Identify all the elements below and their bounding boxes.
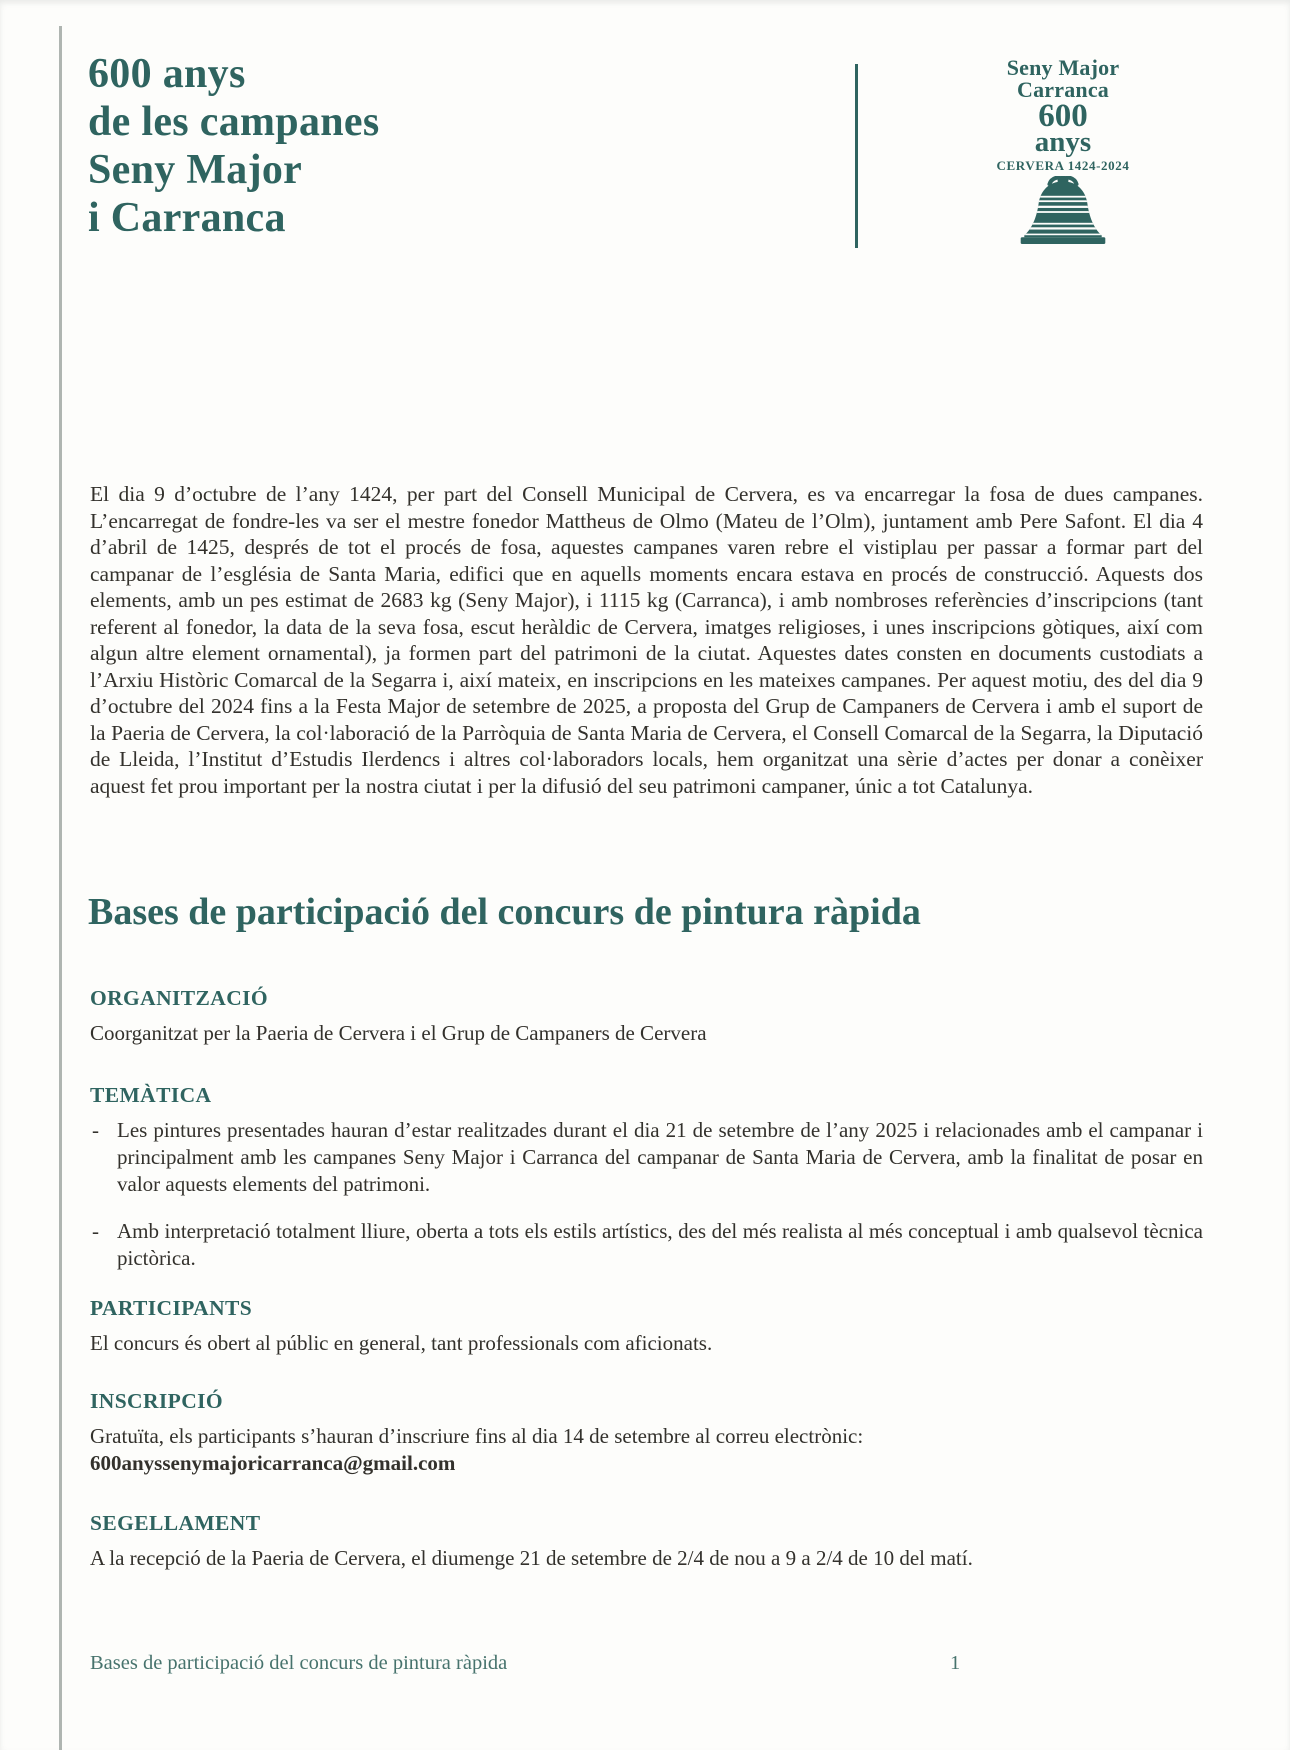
bullet-item-2 [90, 1218, 1203, 1272]
section-heading-inscripcio: INSCRIPCIÓ [90, 1389, 224, 1413]
section-heading-organitzacio: ORGANITZACIÓ [90, 986, 269, 1010]
section-segellament [90, 1509, 1203, 1572]
bullet-item-1 [90, 1117, 1203, 1198]
section-heading-participants: PARTICIPANTS [90, 1296, 253, 1320]
section-text-inscripcio: Gratuïta, els participants s’hauran d’inscriure fins al dia 14 de setembre al correu electrònic: [90, 1424, 864, 1448]
section-heading-tematica: TEMÀTICA [90, 1083, 212, 1107]
bell-icon [962, 176, 1164, 248]
footer-title: Bases de participació del concurs de pintura ràpida [90, 1652, 508, 1674]
logo-big-word: anys [1034, 126, 1092, 158]
header-divider [855, 64, 858, 248]
section-text-participants: El concurs és obert al públic en general, tant professionals com aficionats. [90, 1331, 713, 1355]
logo-name-line-1: Seny Major [1006, 55, 1120, 80]
section-participants [90, 1294, 1203, 1357]
page-edge-line [59, 26, 62, 1750]
section-heading-segellament: SEGELLAMENT [90, 1511, 261, 1535]
title-line-3: Seny Major [88, 147, 303, 193]
bullet-text-1: Les pintures presentades hauran d’estar realitzades durant el dia 21 de setembre de l’any 2025 i relacionades amb el campanar i principalment amb les campanes Seny Major i Carranca del campanar de Santa Maria de Cervera, amb la finalitat de posar en valor aquests elements del patrimoni. [117, 1118, 1203, 1196]
title-line-4: i Carranca [88, 195, 286, 241]
section-text-organitzacio: Coorganitzat per la Paeria de Cervera i el Grup de Campaners de Cervera [90, 1021, 707, 1045]
contact-email: 600anyssenymajoricarranca@gmail.com [90, 1451, 456, 1475]
title-line-1: 600 anys [88, 51, 246, 97]
page-number: 1 [950, 1652, 961, 1674]
title-line-2: de les campanes [88, 99, 380, 145]
document-title [88, 50, 380, 242]
logo-name-line-2: Carranca [1016, 77, 1110, 102]
rules-sections [90, 984, 1203, 1572]
logo-big-number: 600 [1038, 98, 1088, 134]
logo-subtitle: CERVERA 1424-2024 [996, 158, 1130, 173]
anniversary-logo [962, 57, 1164, 248]
main-heading: Bases de participació del concurs de pintura ràpida [88, 891, 921, 933]
section-inscripcio [90, 1387, 1203, 1477]
intro-paragraph: El dia 9 d’octubre de l’any 1424, per part del Consell Municipal de Cervera, es va encarregar la fosa de dues campanes. L’encarregat de fondre-les va ser el mestre fonedor Mattheus de Olmo (Mateu de l’Olm), juntament amb Pere Safont. El dia 4 d’abril de 1425, després de tot el procés de fosa, aquestes campanes varen rebre el vistiplau per passar a formar part del campanar de l’església de Santa Maria, edifici que en aquells moments encara estava en procés de construcció. Aquests dos elements, amb un pes estimat de 2683 kg (Seny Major), i 1115 kg (Carranca), i amb nombroses referències d’inscripcions (tant referent al fonedor, la data de la seva fosa, escut heràldic de Cervera, imatges religioses, i unes inscripcions gòtiques, així com algun altre element ornamental), ja formen part del patrimoni de la ciutat. Aquestes dates consten en documents custodiats a l’Arxiu Històric Comarcal de la Segarra i, així mateix, en inscripcions en les mateixes campanes. Per aquest motiu, des del dia 9 d’octubre del 2024 fins a la Festa Major de setembre de 2025, a proposta del Grup de Campaners de Cervera i amb el suport de la Paeria de Cervera, la col·laboració de la Parròquia de Santa Maria de Cervera, el Consell Comarcal de la Segarra, la Diputació de Lleida, l’Institut d’Estudis Ilerdencs i altres col·laboradors locals, hem organitzat una sèrie d’actes per donar a conèixer aquest fet prou important per la nostra ciutat i per la difusió del seu patrimoni campaner, únic a tot Catalunya. [90, 482, 1203, 798]
bullet-marker: - [92, 1118, 99, 1142]
bullet-marker: - [92, 1219, 99, 1243]
section-text-segellament: A la recepció de la Paeria de Cervera, el diumenge 21 de setembre de 2/4 de nou a 9 a 2/4 de 10 del matí. [90, 1546, 973, 1570]
section-organitzacio [90, 984, 1203, 1047]
section-tematica [90, 1081, 1203, 1272]
bullet-text-2: Amb interpretació totalment lliure, oberta a tots els estils artístics, des del més realista al més conceptual i amb qualsevol tècnica pictòrica. [117, 1219, 1203, 1270]
